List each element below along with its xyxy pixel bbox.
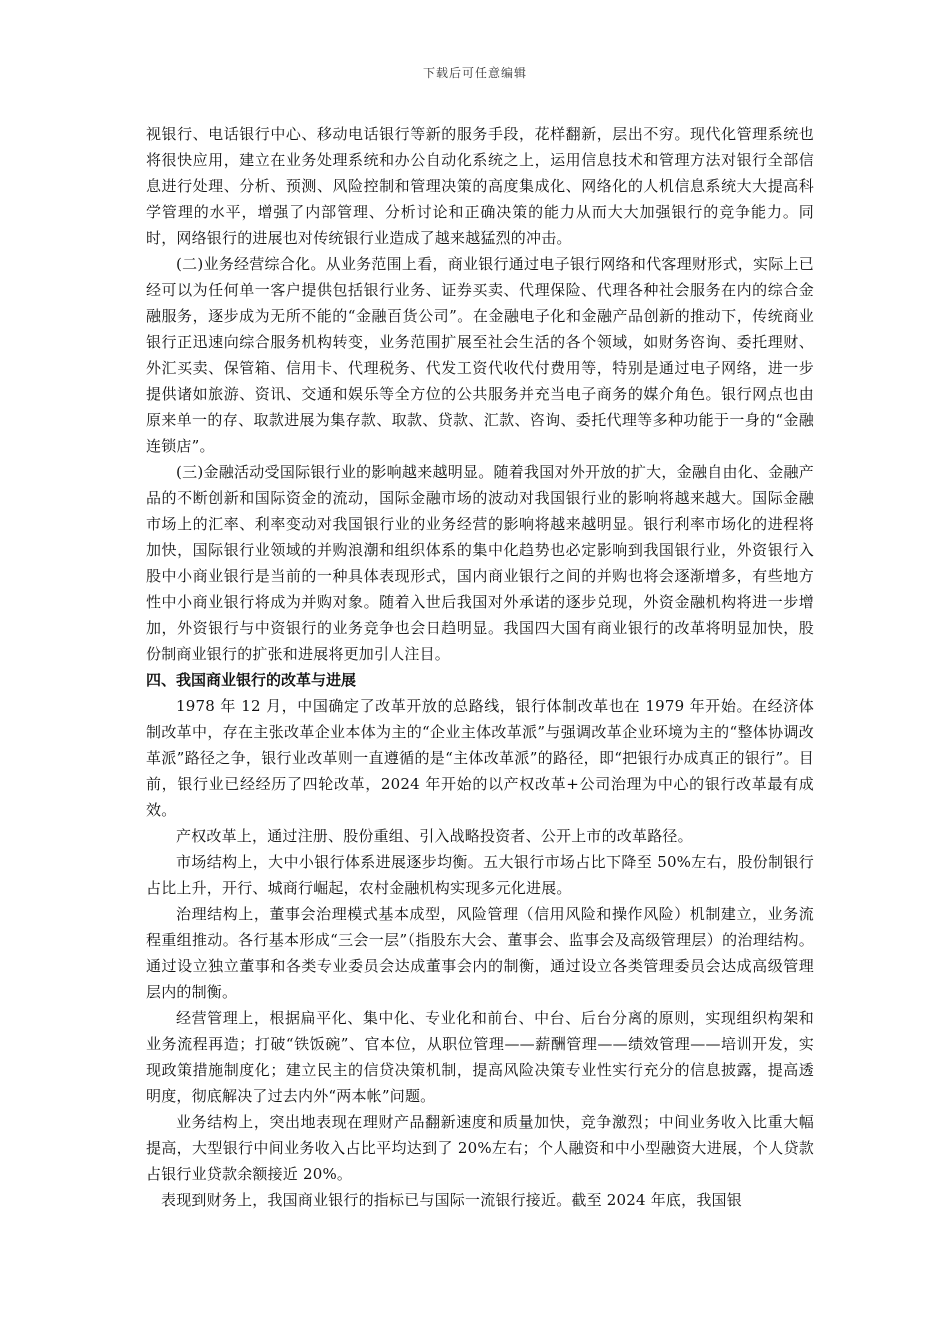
- document-body: [146, 121, 814, 1213]
- paragraph-market-structure: 市场结构上，大中小银行体系进展逐步均衡。五大银行市场占比下降至 50%左右，股份制银行占比上升，开行、城商行崛起，农村金融机构实现多元化进展。: [146, 853, 814, 897]
- paragraph-business-integration: (二)业务经营综合化。从业务范围上看，商业银行通过电子银行网络和代客理财形式，实际上已经可以为任何单一客户提供包括银行业务、证券买卖、代理保险、代理各种社会服务在内的综合金融服务，逐步成为无所不能的“金融百货公司”。在金融电子化和金融产品创新的推动下，传统商业银行正迅速向综合服务机构转变，业务范围扩展至社会生活的各个领域，如财务咨询、委托理财、外汇买卖、保管箱、信用卡、代理税务、代发工资代收代付费用等，特别是通过电子网络，进一步提供诸如旅游、资讯、交通和娱乐等全方位的公共服务并充当电子商务的媒介角色。银行网点也由原来单一的存、取款进展为集存款、取款、贷款、汇款、咨询、委托代理等多种功能于一身的“金融连锁店”。: [146, 255, 814, 455]
- paragraph-reform-history: 1978 年 12 月，中国确定了改革开放的总路线，银行体制改革也在 1979 年开始。在经济体制改革中，存在主张改革企业本体为主的“企业主体改革派”与强调改革企业环境为主的“整体协调改革派”路径之争，银行业改革则一直遵循的是“主体改革派”的路径，即“把银行办成真正的银行”。目前，银行业已经经历了四轮改革，2024 年开始的以产权改革+公司治理为中心的银行改革最有成效。: [146, 697, 814, 819]
- paragraph-e-banking: 视银行、电话银行中心、移动电话银行等新的服务手段，花样翻新，层出不穷。现代化管理系统也将很快应用，建立在业务处理系统和办公自动化系统之上，运用信息技术和管理方法对银行全部信息进行处理、分析、预测、风险控制和管理决策的高度集成化、网络化的人机信息系统大大提高科学管理的水平，增强了内部管理、分析讨论和正确决策的能力从而大大加强银行的竞争能力。同时，网络银行的进展也对传统银行业造成了越来越猛烈的冲击。: [146, 125, 814, 247]
- paragraph-international-influence: (三)金融活动受国际银行业的影响越来越明显。随着我国对外开放的扩大，金融自由化、金融产品的不断创新和国际资金的流动，国际金融市场的波动对我国银行业的影响将越来越大。国际金融市场上的汇率、利率变动对我国银行业的业务经营的影响将越来越明显。银行利率市场化的进程将加快，国际银行业领域的并购浪潮和组织体系的集中化趋势也必定影响到我国银行业，外资银行入股中小商业银行是当前的一种具体表现形式，国内商业银行之间的并购也将会逐渐增多，有些地方性中小商业银行将成为并购对象。随着入世后我国对外承诺的逐步兑现，外资金融机构将进一步增加，外资银行与中资银行的业务竞争也会日趋明显。我国四大国有商业银行的改革将明显加快，股份制商业银行的扩张和进展将更加引人注目。: [146, 463, 814, 663]
- paragraph-property-reform: 产权改革上，通过注册、股份重组、引入战略投资者、公开上市的改革路径。: [176, 827, 693, 845]
- paragraph-governance-structure: 治理结构上，董事会治理模式基本成型，风险管理（信用风险和操作风险）机制建立，业务流程重组推动。各行基本形成“三会一层”（指股东大会、董事会、监事会及高级管理层）的治理结构。通过设立独立董事和各类专业委员会达成董事会内的制衡，通过设立各类管理委员会达成高级管理层内的制衡。: [146, 905, 814, 1001]
- paragraph-business-structure: 业务结构上，突出地表现在理财产品翻新速度和质量加快，竞争激烈；中间业务收入比重大幅提高，大型银行中间业务收入占比平均达到了 20%左右；个人融资和中小型融资大进展，个人贷款占银行业贷款余额接近 20%。: [146, 1113, 814, 1183]
- paragraph-operations-management: 经营管理上，根据扁平化、集中化、专业化和前台、中台、后台分离的原则，实现组织构架和业务流程再造；打破“铁饭碗”、官本位，从职位管理——薪酬管理——绩效管理——培训开发，实现政策措施制度化；建立民主的信贷决策机制，提高风险决策专业性实行充分的信息披露，提高透明度，彻底解决了过去内外“两本帐”问题。: [146, 1009, 814, 1105]
- page-header: 下载后可任意编辑: [422, 66, 527, 80]
- section-heading: 四、我国商业银行的改革与进展: [146, 671, 357, 689]
- paragraph-financial-performance: 表现到财务上，我国商业银行的指标已与国际一流银行接近。截至 2024 年底，我国银: [161, 1191, 742, 1209]
